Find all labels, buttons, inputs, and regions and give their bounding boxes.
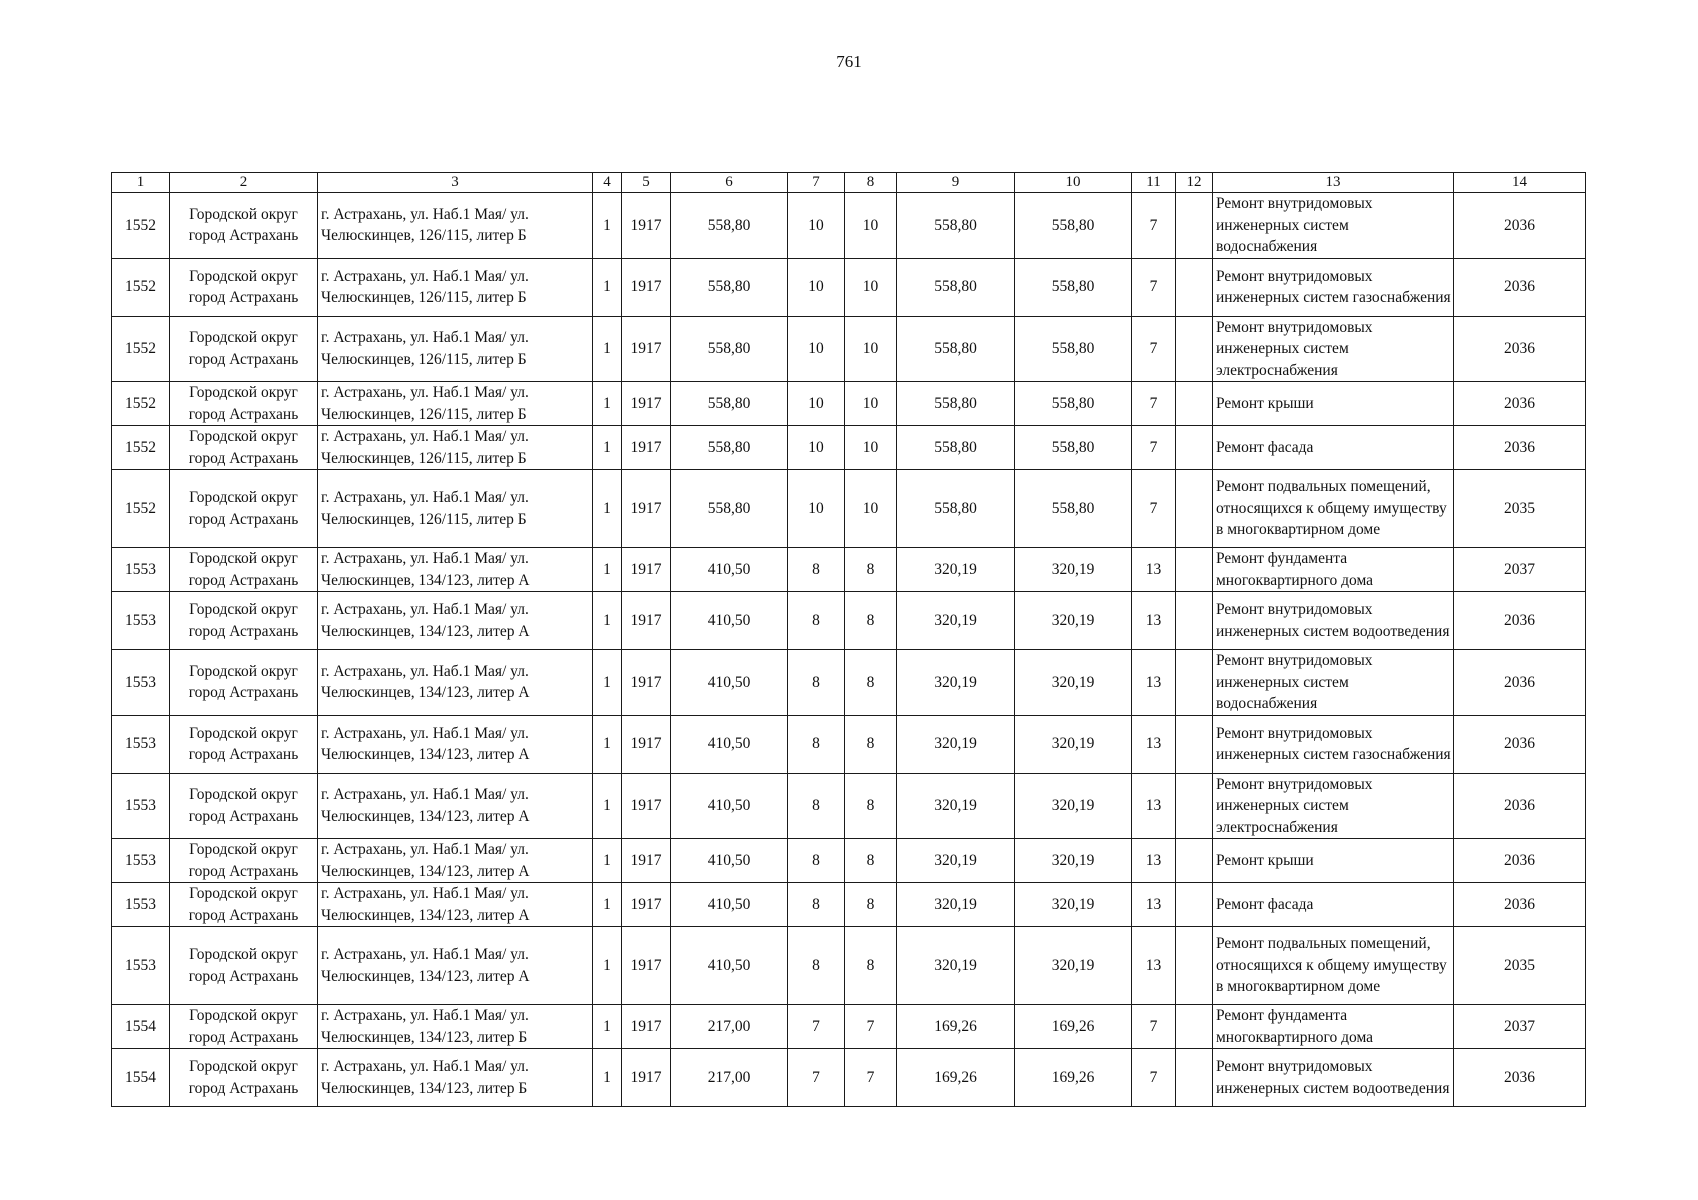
area-9-cell: 320,19 xyxy=(897,773,1015,839)
col12-cell xyxy=(1176,839,1213,883)
col4-cell: 1 xyxy=(593,650,622,716)
area-total-cell: 558,80 xyxy=(671,426,788,470)
area-total-cell: 410,50 xyxy=(671,927,788,1005)
col7-cell: 10 xyxy=(788,193,845,259)
planned-year-cell: 2036 xyxy=(1454,426,1586,470)
col7-cell: 7 xyxy=(788,1049,845,1107)
page-number: 761 xyxy=(836,52,862,71)
address-cell: г. Астрахань, ул. Наб.1 Мая/ ул. Челюскинцев, 134/123, литер А xyxy=(318,773,593,839)
area-total-cell: 410,50 xyxy=(671,548,788,592)
work-type-cell: Ремонт внутридомовых инженерных систем электроснабжения xyxy=(1213,773,1454,839)
work-type-cell: Ремонт внутридомовых инженерных систем водоотведения xyxy=(1213,592,1454,650)
work-type-cell: Ремонт внутридомовых инженерных систем водоотведения xyxy=(1213,1049,1454,1107)
house-number-cell: 1552 xyxy=(112,316,170,382)
planned-year-cell: 2036 xyxy=(1454,382,1586,426)
house-number-cell: 1553 xyxy=(112,650,170,716)
municipality-cell: Городской округ город Астрахань xyxy=(170,470,318,548)
area-total-cell: 217,00 xyxy=(671,1005,788,1049)
col12-cell xyxy=(1176,316,1213,382)
col8-cell: 8 xyxy=(845,773,897,839)
work-type-cell: Ремонт внутридомовых инженерных систем газоснабжения xyxy=(1213,258,1454,316)
column-header: 10 xyxy=(1015,173,1132,193)
work-type-cell: Ремонт фундамента многоквартирного дома xyxy=(1213,548,1454,592)
house-number-cell: 1553 xyxy=(112,839,170,883)
area-10-cell: 320,19 xyxy=(1015,650,1132,716)
col7-cell: 8 xyxy=(788,715,845,773)
planned-year-cell: 2036 xyxy=(1454,592,1586,650)
work-type-cell: Ремонт фасада xyxy=(1213,426,1454,470)
area-9-cell: 320,19 xyxy=(897,715,1015,773)
work-type-cell: Ремонт внутридомовых инженерных систем электроснабжения xyxy=(1213,316,1454,382)
col11-cell: 13 xyxy=(1132,592,1176,650)
address-cell: г. Астрахань, ул. Наб.1 Мая/ ул. Челюскинцев, 126/115, литер Б xyxy=(318,258,593,316)
area-10-cell: 320,19 xyxy=(1015,839,1132,883)
table-row xyxy=(112,426,1586,470)
col8-cell: 8 xyxy=(845,927,897,1005)
col11-cell: 7 xyxy=(1132,316,1176,382)
col12-cell xyxy=(1176,258,1213,316)
municipality-cell: Городской округ город Астрахань xyxy=(170,650,318,716)
table-row xyxy=(112,193,1586,259)
col8-cell: 10 xyxy=(845,470,897,548)
column-header: 13 xyxy=(1213,173,1454,193)
table-row xyxy=(112,592,1586,650)
col8-cell: 10 xyxy=(845,426,897,470)
area-9-cell: 169,26 xyxy=(897,1005,1015,1049)
area-9-cell: 558,80 xyxy=(897,258,1015,316)
house-number-cell: 1553 xyxy=(112,883,170,927)
address-cell: г. Астрахань, ул. Наб.1 Мая/ ул. Челюскинцев, 126/115, литер Б xyxy=(318,470,593,548)
col12-cell xyxy=(1176,883,1213,927)
col4-cell: 1 xyxy=(593,773,622,839)
col4-cell: 1 xyxy=(593,1005,622,1049)
planned-year-cell: 2036 xyxy=(1454,650,1586,716)
col11-cell: 7 xyxy=(1132,382,1176,426)
table-row xyxy=(112,715,1586,773)
area-10-cell: 320,19 xyxy=(1015,773,1132,839)
col11-cell: 7 xyxy=(1132,258,1176,316)
area-9-cell: 558,80 xyxy=(897,316,1015,382)
planned-year-cell: 2036 xyxy=(1454,883,1586,927)
year-cell: 1917 xyxy=(622,382,671,426)
col11-cell: 7 xyxy=(1132,1049,1176,1107)
column-header: 5 xyxy=(622,173,671,193)
col4-cell: 1 xyxy=(593,258,622,316)
col12-cell xyxy=(1176,592,1213,650)
col4-cell: 1 xyxy=(593,1049,622,1107)
address-cell: г. Астрахань, ул. Наб.1 Мая/ ул. Челюскинцев, 134/123, литер А xyxy=(318,548,593,592)
year-cell: 1917 xyxy=(622,883,671,927)
col8-cell: 7 xyxy=(845,1005,897,1049)
address-cell: г. Астрахань, ул. Наб.1 Мая/ ул. Челюскинцев, 134/123, литер А xyxy=(318,839,593,883)
col4-cell: 1 xyxy=(593,592,622,650)
col12-cell xyxy=(1176,1049,1213,1107)
municipality-cell: Городской округ город Астрахань xyxy=(170,1049,318,1107)
area-total-cell: 217,00 xyxy=(671,1049,788,1107)
table-row xyxy=(112,258,1586,316)
year-cell: 1917 xyxy=(622,426,671,470)
work-type-cell: Ремонт крыши xyxy=(1213,839,1454,883)
column-header: 6 xyxy=(671,173,788,193)
work-type-cell: Ремонт фундамента многоквартирного дома xyxy=(1213,1005,1454,1049)
year-cell: 1917 xyxy=(622,1049,671,1107)
col4-cell: 1 xyxy=(593,193,622,259)
municipality-cell: Городской округ город Астрахань xyxy=(170,382,318,426)
work-type-cell: Ремонт внутридомовых инженерных систем водоснабжения xyxy=(1213,650,1454,716)
municipality-cell: Городской округ город Астрахань xyxy=(170,773,318,839)
col8-cell: 8 xyxy=(845,592,897,650)
table-row xyxy=(112,883,1586,927)
area-total-cell: 410,50 xyxy=(671,773,788,839)
column-header: 7 xyxy=(788,173,845,193)
area-10-cell: 320,19 xyxy=(1015,927,1132,1005)
col12-cell xyxy=(1176,382,1213,426)
house-number-cell: 1552 xyxy=(112,193,170,259)
planned-year-cell: 2037 xyxy=(1454,548,1586,592)
col4-cell: 1 xyxy=(593,426,622,470)
year-cell: 1917 xyxy=(622,1005,671,1049)
col7-cell: 10 xyxy=(788,470,845,548)
col8-cell: 8 xyxy=(845,650,897,716)
planned-year-cell: 2036 xyxy=(1454,258,1586,316)
col12-cell xyxy=(1176,426,1213,470)
house-number-cell: 1553 xyxy=(112,548,170,592)
address-cell: г. Астрахань, ул. Наб.1 Мая/ ул. Челюскинцев, 126/115, литер Б xyxy=(318,426,593,470)
area-10-cell: 320,19 xyxy=(1015,883,1132,927)
area-9-cell: 558,80 xyxy=(897,426,1015,470)
column-header: 9 xyxy=(897,173,1015,193)
area-total-cell: 410,50 xyxy=(671,592,788,650)
house-number-cell: 1554 xyxy=(112,1005,170,1049)
table-row xyxy=(112,927,1586,1005)
table-row xyxy=(112,1049,1586,1107)
area-total-cell: 558,80 xyxy=(671,382,788,426)
area-total-cell: 410,50 xyxy=(671,650,788,716)
col11-cell: 13 xyxy=(1132,773,1176,839)
col8-cell: 8 xyxy=(845,883,897,927)
col11-cell: 7 xyxy=(1132,426,1176,470)
col11-cell: 13 xyxy=(1132,883,1176,927)
address-cell: г. Астрахань, ул. Наб.1 Мая/ ул. Челюскинцев, 126/115, литер Б xyxy=(318,382,593,426)
year-cell: 1917 xyxy=(622,839,671,883)
column-header: 3 xyxy=(318,173,593,193)
address-cell: г. Астрахань, ул. Наб.1 Мая/ ул. Челюскинцев, 134/123, литер Б xyxy=(318,1005,593,1049)
col4-cell: 1 xyxy=(593,715,622,773)
col8-cell: 10 xyxy=(845,382,897,426)
col12-cell xyxy=(1176,715,1213,773)
column-header: 2 xyxy=(170,173,318,193)
area-10-cell: 320,19 xyxy=(1015,715,1132,773)
table-row xyxy=(112,382,1586,426)
table-row xyxy=(112,470,1586,548)
col8-cell: 10 xyxy=(845,316,897,382)
municipality-cell: Городской округ город Астрахань xyxy=(170,316,318,382)
col7-cell: 7 xyxy=(788,1005,845,1049)
planned-year-cell: 2036 xyxy=(1454,193,1586,259)
col12-cell xyxy=(1176,193,1213,259)
planned-year-cell: 2036 xyxy=(1454,715,1586,773)
address-cell: г. Астрахань, ул. Наб.1 Мая/ ул. Челюскинцев, 134/123, литер А xyxy=(318,883,593,927)
col7-cell: 10 xyxy=(788,426,845,470)
house-number-cell: 1553 xyxy=(112,715,170,773)
col11-cell: 13 xyxy=(1132,650,1176,716)
col7-cell: 8 xyxy=(788,927,845,1005)
house-number-cell: 1552 xyxy=(112,258,170,316)
planned-year-cell: 2035 xyxy=(1454,470,1586,548)
address-cell: г. Астрахань, ул. Наб.1 Мая/ ул. Челюскинцев, 126/115, литер Б xyxy=(318,193,593,259)
col4-cell: 1 xyxy=(593,839,622,883)
col11-cell: 7 xyxy=(1132,470,1176,548)
year-cell: 1917 xyxy=(622,592,671,650)
col4-cell: 1 xyxy=(593,927,622,1005)
repair-schedule-table xyxy=(111,172,1586,1107)
area-total-cell: 558,80 xyxy=(671,316,788,382)
area-9-cell: 558,80 xyxy=(897,382,1015,426)
address-cell: г. Астрахань, ул. Наб.1 Мая/ ул. Челюскинцев, 126/115, литер Б xyxy=(318,316,593,382)
col4-cell: 1 xyxy=(593,883,622,927)
municipality-cell: Городской округ город Астрахань xyxy=(170,592,318,650)
area-10-cell: 169,26 xyxy=(1015,1049,1132,1107)
municipality-cell: Городской округ город Астрахань xyxy=(170,927,318,1005)
col7-cell: 10 xyxy=(788,258,845,316)
area-total-cell: 410,50 xyxy=(671,883,788,927)
column-header: 12 xyxy=(1176,173,1213,193)
planned-year-cell: 2036 xyxy=(1454,839,1586,883)
planned-year-cell: 2036 xyxy=(1454,773,1586,839)
address-cell: г. Астрахань, ул. Наб.1 Мая/ ул. Челюскинцев, 134/123, литер А xyxy=(318,715,593,773)
work-type-cell: Ремонт подвальных помещений, относящихся к общему имуществу в многоквартирном доме xyxy=(1213,927,1454,1005)
house-number-cell: 1552 xyxy=(112,426,170,470)
year-cell: 1917 xyxy=(622,773,671,839)
area-total-cell: 410,50 xyxy=(671,839,788,883)
col8-cell: 8 xyxy=(845,548,897,592)
work-type-cell: Ремонт крыши xyxy=(1213,382,1454,426)
column-header: 1 xyxy=(112,173,170,193)
col7-cell: 8 xyxy=(788,548,845,592)
area-total-cell: 558,80 xyxy=(671,193,788,259)
table-row xyxy=(112,773,1586,839)
col12-cell xyxy=(1176,650,1213,716)
col11-cell: 13 xyxy=(1132,927,1176,1005)
column-header: 8 xyxy=(845,173,897,193)
address-cell: г. Астрахань, ул. Наб.1 Мая/ ул. Челюскинцев, 134/123, литер Б xyxy=(318,1049,593,1107)
house-number-cell: 1553 xyxy=(112,927,170,1005)
table-row xyxy=(112,548,1586,592)
planned-year-cell: 2035 xyxy=(1454,927,1586,1005)
col12-cell xyxy=(1176,470,1213,548)
year-cell: 1917 xyxy=(622,715,671,773)
area-total-cell: 558,80 xyxy=(671,470,788,548)
year-cell: 1917 xyxy=(622,316,671,382)
year-cell: 1917 xyxy=(622,470,671,548)
area-9-cell: 320,19 xyxy=(897,548,1015,592)
area-total-cell: 410,50 xyxy=(671,715,788,773)
planned-year-cell: 2036 xyxy=(1454,1049,1586,1107)
municipality-cell: Городской округ город Астрахань xyxy=(170,883,318,927)
col11-cell: 13 xyxy=(1132,839,1176,883)
col4-cell: 1 xyxy=(593,548,622,592)
col8-cell: 10 xyxy=(845,258,897,316)
col7-cell: 8 xyxy=(788,592,845,650)
municipality-cell: Городской округ город Астрахань xyxy=(170,839,318,883)
col12-cell xyxy=(1176,1005,1213,1049)
area-10-cell: 558,80 xyxy=(1015,193,1132,259)
municipality-cell: Городской округ город Астрахань xyxy=(170,258,318,316)
col11-cell: 13 xyxy=(1132,715,1176,773)
municipality-cell: Городской округ город Астрахань xyxy=(170,548,318,592)
area-9-cell: 320,19 xyxy=(897,592,1015,650)
year-cell: 1917 xyxy=(622,650,671,716)
col8-cell: 8 xyxy=(845,715,897,773)
work-type-cell: Ремонт внутридомовых инженерных систем газоснабжения xyxy=(1213,715,1454,773)
house-number-cell: 1552 xyxy=(112,382,170,426)
municipality-cell: Городской округ город Астрахань xyxy=(170,715,318,773)
area-10-cell: 558,80 xyxy=(1015,470,1132,548)
planned-year-cell: 2036 xyxy=(1454,316,1586,382)
col8-cell: 10 xyxy=(845,193,897,259)
address-cell: г. Астрахань, ул. Наб.1 Мая/ ул. Челюскинцев, 134/123, литер А xyxy=(318,650,593,716)
house-number-cell: 1552 xyxy=(112,470,170,548)
area-10-cell: 558,80 xyxy=(1015,382,1132,426)
area-10-cell: 558,80 xyxy=(1015,426,1132,470)
area-9-cell: 320,19 xyxy=(897,650,1015,716)
area-9-cell: 320,19 xyxy=(897,927,1015,1005)
col4-cell: 1 xyxy=(593,470,622,548)
area-10-cell: 169,26 xyxy=(1015,1005,1132,1049)
col7-cell: 8 xyxy=(788,883,845,927)
col8-cell: 7 xyxy=(845,1049,897,1107)
house-number-cell: 1553 xyxy=(112,592,170,650)
col12-cell xyxy=(1176,548,1213,592)
column-header: 14 xyxy=(1454,173,1586,193)
col7-cell: 8 xyxy=(788,839,845,883)
col12-cell xyxy=(1176,773,1213,839)
planned-year-cell: 2037 xyxy=(1454,1005,1586,1049)
col11-cell: 7 xyxy=(1132,193,1176,259)
work-type-cell: Ремонт внутридомовых инженерных систем водоснабжения xyxy=(1213,193,1454,259)
area-10-cell: 558,80 xyxy=(1015,258,1132,316)
area-total-cell: 558,80 xyxy=(671,258,788,316)
col12-cell xyxy=(1176,927,1213,1005)
area-9-cell: 169,26 xyxy=(897,1049,1015,1107)
year-cell: 1917 xyxy=(622,193,671,259)
year-cell: 1917 xyxy=(622,927,671,1005)
work-type-cell: Ремонт подвальных помещений, относящихся к общему имуществу в многоквартирном доме xyxy=(1213,470,1454,548)
col7-cell: 8 xyxy=(788,650,845,716)
area-9-cell: 320,19 xyxy=(897,839,1015,883)
house-number-cell: 1553 xyxy=(112,773,170,839)
house-number-cell: 1554 xyxy=(112,1049,170,1107)
area-9-cell: 558,80 xyxy=(897,470,1015,548)
col7-cell: 10 xyxy=(788,316,845,382)
column-header: 11 xyxy=(1132,173,1176,193)
table-row xyxy=(112,316,1586,382)
column-header: 4 xyxy=(593,173,622,193)
col11-cell: 7 xyxy=(1132,1005,1176,1049)
area-9-cell: 558,80 xyxy=(897,193,1015,259)
column-number-row xyxy=(112,173,1586,193)
address-cell: г. Астрахань, ул. Наб.1 Мая/ ул. Челюскинцев, 134/123, литер А xyxy=(318,592,593,650)
municipality-cell: Городской округ город Астрахань xyxy=(170,193,318,259)
table-row xyxy=(112,1005,1586,1049)
col8-cell: 8 xyxy=(845,839,897,883)
table-row xyxy=(112,650,1586,716)
col4-cell: 1 xyxy=(593,316,622,382)
area-9-cell: 320,19 xyxy=(897,883,1015,927)
address-cell: г. Астрахань, ул. Наб.1 Мая/ ул. Челюскинцев, 134/123, литер А xyxy=(318,927,593,1005)
municipality-cell: Городской округ город Астрахань xyxy=(170,1005,318,1049)
work-type-cell: Ремонт фасада xyxy=(1213,883,1454,927)
area-10-cell: 558,80 xyxy=(1015,316,1132,382)
table-row xyxy=(112,839,1586,883)
table-body xyxy=(112,193,1586,1107)
col7-cell: 8 xyxy=(788,773,845,839)
municipality-cell: Городской округ город Астрахань xyxy=(170,426,318,470)
col11-cell: 13 xyxy=(1132,548,1176,592)
year-cell: 1917 xyxy=(622,258,671,316)
area-10-cell: 320,19 xyxy=(1015,548,1132,592)
area-10-cell: 320,19 xyxy=(1015,592,1132,650)
col7-cell: 10 xyxy=(788,382,845,426)
year-cell: 1917 xyxy=(622,548,671,592)
col4-cell: 1 xyxy=(593,382,622,426)
